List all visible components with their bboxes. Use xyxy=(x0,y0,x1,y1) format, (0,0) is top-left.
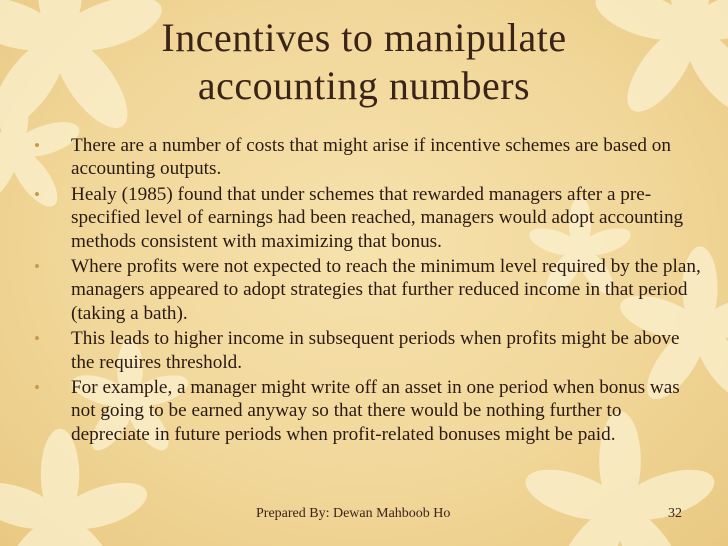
bullet-item xyxy=(22,134,702,181)
bullet-item xyxy=(22,327,702,374)
bullet-dot-icon: • xyxy=(34,257,40,277)
bullet-item xyxy=(22,255,702,325)
bullet-text: This leads to higher income in subsequent periods when profits might be above the requires threshold. xyxy=(71,328,680,373)
slide-title xyxy=(60,14,668,110)
title-line-2: accounting numbers xyxy=(197,63,531,108)
bullet-list xyxy=(22,134,702,448)
bullet-dot-icon: • xyxy=(34,184,40,204)
bullet-dot-icon: • xyxy=(34,136,40,155)
bullet-item xyxy=(22,376,702,446)
footer-prepared-by: Prepared By: Dewan Mahboob Ho xyxy=(256,506,451,521)
bullet-dot-icon: • xyxy=(34,329,40,349)
bullet-text: There are a number of costs that might arise if incentive schemes are based on accounting outputs. xyxy=(71,135,671,180)
bullet-item xyxy=(22,183,702,253)
bullet-text: Healy (1985) found that under schemes that rewarded managers after a pre-specified level of earnings had been reached, managers would adopt accounting methods consistent with maximizing that bonus. xyxy=(71,183,684,252)
bullet-text: For example, a manager might write off an asset in one period when bonus was not going to be earned anyway so that there would be nothing further to depreciate in future periods when profit-related bonuses might be paid. xyxy=(71,377,680,445)
bullet-text: Where profits were not expected to reach the minimum level required by the plan, managers appeared to adopt strategies that further reduced income in that period (taking a bath). xyxy=(71,256,701,324)
page-number: 32 xyxy=(668,506,682,521)
title-line-1: Incentives to manipulate xyxy=(161,15,567,60)
slide-footer xyxy=(0,502,728,526)
bullet-dot-icon: • xyxy=(34,378,40,398)
